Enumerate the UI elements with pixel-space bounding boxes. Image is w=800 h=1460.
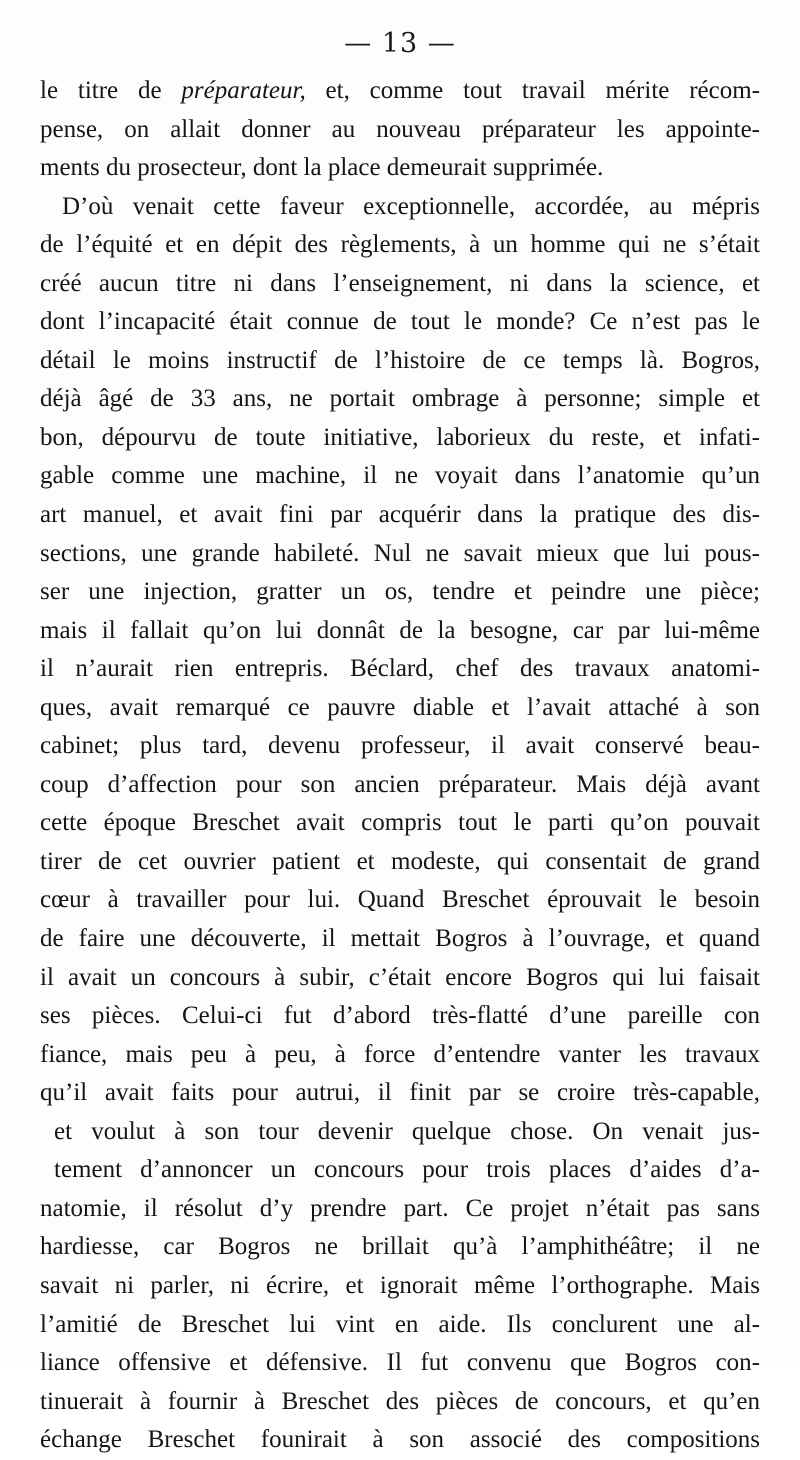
text-line-23: de faire une découverte, il mettait Bogros à l’ouvrage, et quand — [40, 925, 760, 953]
text-line-26: fiance, mais peu à peu, à force d’entendre vanter les travaux — [40, 1040, 760, 1068]
text-line-4: D’où venait cette faveur exceptionnelle, accordée, au mépris — [62, 192, 760, 220]
text-line-17: ques, avait remarqué ce pauvre diable et l’avait attaché à son — [40, 693, 760, 721]
text-line-22: cœur à travailler pour lui. Quand Breschet éprouvait le besoin — [40, 886, 760, 914]
text-line-11: gable comme une machine, il ne voyait dans l’anatomie qu’un — [40, 462, 760, 490]
text-line-6: créé aucun titre ni dans l’enseignement, ni dans la science, et — [40, 269, 760, 297]
text-line-18: cabinet; plus tard, devenu professeur, il avait conservé beau- — [40, 732, 760, 760]
text-line-34: liance offensive et défensive. Il fut convenu que Bogros con- — [40, 1349, 760, 1377]
text-line-29: tement d’annoncer un concours pour trois places d’aides d’a- — [54, 1156, 760, 1184]
text-line-28: et voulut à son tour devenir quelque chose. On venait jus- — [54, 1117, 760, 1145]
text-line-5: de l’équité et en dépit des règlements, à un homme qui ne s’était — [40, 231, 760, 259]
text-line-24: il avait un concours à subir, c’était encore Bogros qui lui faisait — [40, 963, 760, 991]
text-line-3: ments du prosecteur, dont la place demeurait supprimée. — [40, 154, 604, 182]
body-text — [40, 72, 760, 1460]
italic-term: préparateur, — [181, 77, 306, 104]
text-line-10: bon, dépourvu de toute initiative, laborieux du reste, et infati- — [40, 423, 760, 451]
text-line-1: le titre de préparateur, et, comme tout travail mérite récom- — [40, 77, 760, 104]
text-line-27: qu’il avait faits pour autrui, il finit par se croire très-capable, — [40, 1079, 760, 1107]
text-line-25: ses pièces. Celui-ci fut d’abord très-flatté d’une pareille con — [40, 1002, 760, 1030]
text-line-7: dont l’incapacité était connue de tout le monde? Ce n’est pas le — [40, 308, 760, 336]
text-line-9: déjà âgé de 33 ans, ne portait ombrage à personne; simple et — [40, 385, 760, 413]
text-line-8: détail le moins instructif de l’histoire de ce temps là. Bogros, — [40, 346, 760, 374]
text-line-16: il n’aurait rien entrepris. Béclard, chef des travaux anatomi- — [40, 655, 760, 683]
text-line-14: ser une injection, gratter un os, tendre et peindre une pièce; — [40, 578, 760, 606]
text-line-12: art manuel, et avait fini par acquérir dans la pratique des dis- — [40, 501, 760, 529]
text-line-2: pense, on allait donner au nouveau préparateur les appointe- — [40, 115, 760, 143]
text-line-32: savait ni parler, ni écrire, et ignorait même l’orthographe. Mais — [40, 1271, 760, 1299]
text-line-21: tirer de cet ouvrier patient et modeste, qui consentait de grand — [40, 847, 760, 875]
text-line-15: mais il fallait qu’on lui donnât de la besogne, car par lui-même — [40, 616, 760, 644]
text-line-31: hardiesse, car Bogros ne brillait qu’à l’amphithéâtre; il ne — [40, 1233, 760, 1261]
text-line-19: coup d’affection pour son ancien préparateur. Mais déjà avant — [40, 770, 760, 798]
text-line-30: natomie, il résolut d’y prendre part. Ce projet n’était pas sans — [40, 1194, 760, 1222]
text-line-35: tinuerait à fournir à Breschet des pièces de concours, et qu’en — [40, 1387, 760, 1415]
page-number: — 13 — — [344, 28, 456, 59]
text-line-36: échange Breschet founirait à son associé des compositions — [40, 1426, 760, 1454]
text-line-33: l’amitié de Breschet lui vint en aide. Ils conclurent une al- — [40, 1310, 760, 1338]
text-line-20: cette époque Breschet avait compris tout le parti qu’on pouvait — [40, 809, 760, 837]
text-line-13: sections, une grande habileté. Nul ne savait mieux que lui pous- — [40, 539, 760, 567]
